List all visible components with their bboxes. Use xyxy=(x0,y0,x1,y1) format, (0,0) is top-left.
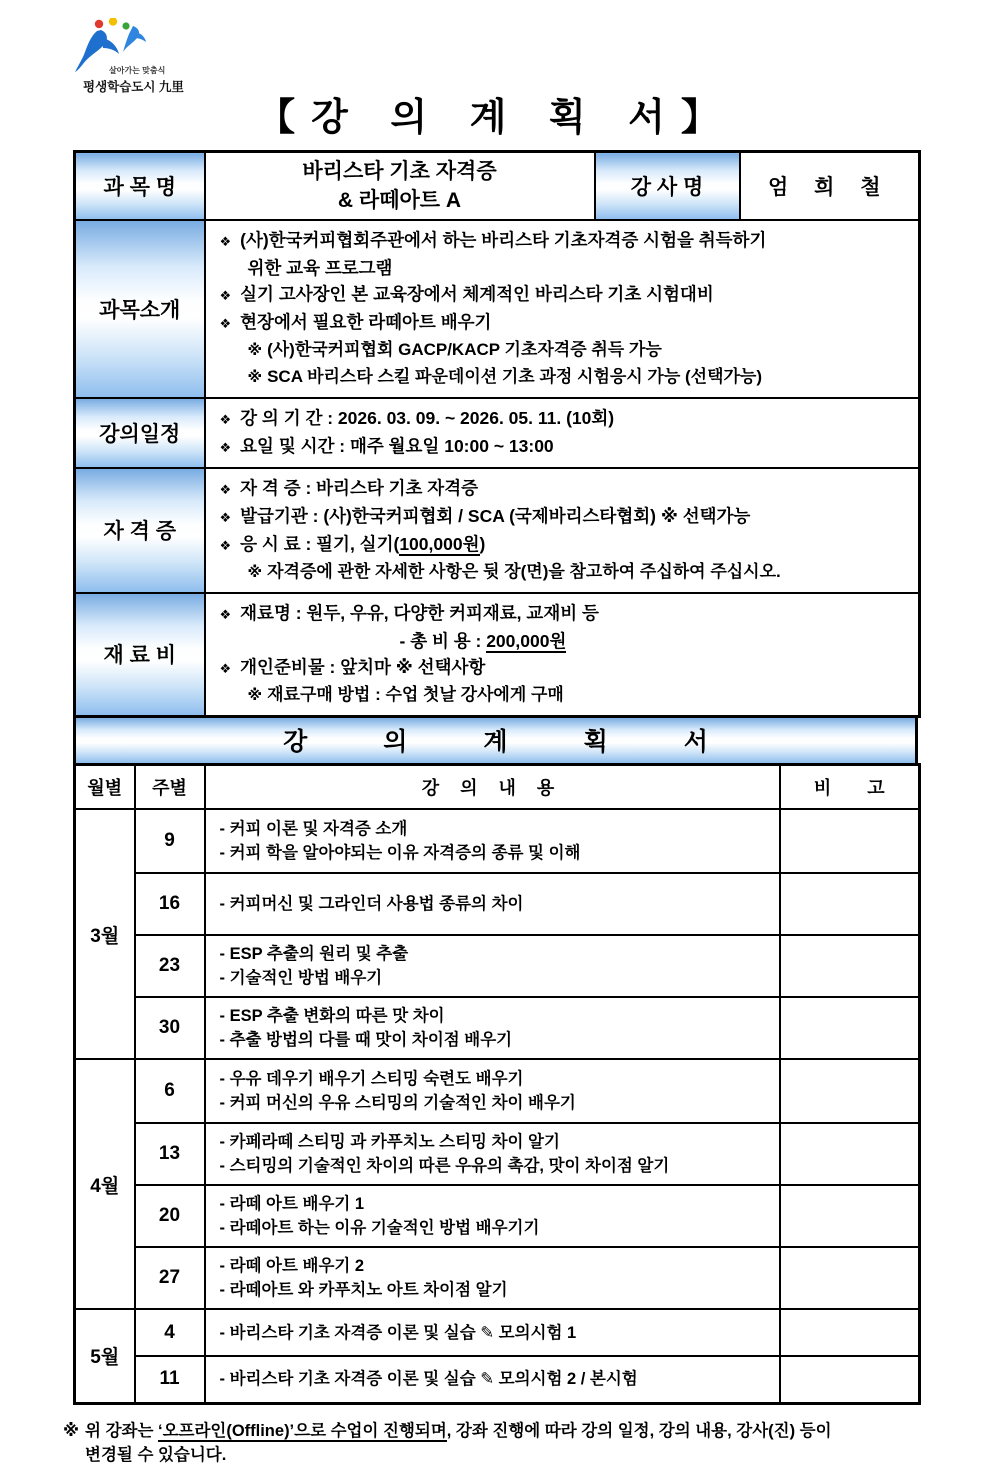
schedule-label: 강의일정 xyxy=(75,398,205,468)
subject-label: 과 목 명 xyxy=(75,152,205,220)
col-header-note: 비 고 xyxy=(780,764,920,809)
note-cell xyxy=(780,1059,920,1123)
note-cell xyxy=(780,1185,920,1247)
reference-mark-icon: ※ xyxy=(247,368,263,386)
note-cell xyxy=(780,935,920,997)
diamond-bullet-icon: ❖ xyxy=(219,481,232,497)
page-title: 【강 의 계 획 서】 xyxy=(257,97,735,139)
document-header xyxy=(73,0,919,150)
content-cell: - 라떼 아트 배우기 2 - 라떼아트 와 카푸치노 아트 차이점 알기 xyxy=(205,1247,780,1309)
note-cell xyxy=(780,997,920,1059)
col-header-month: 월별 xyxy=(75,764,135,809)
week-cell: 4 xyxy=(135,1309,205,1356)
intro-note: ※ SCA 바리스타 스킬 파운데이션 기초 과정 시험응시 가능 (선택가능) xyxy=(247,366,763,386)
note-cell xyxy=(780,873,920,935)
month-cell-april: 4월 xyxy=(75,1059,135,1309)
guri-city-logo xyxy=(75,18,215,95)
week-cell: 27 xyxy=(135,1247,205,1309)
footnote xyxy=(63,1419,919,1467)
week-cell: 30 xyxy=(135,997,205,1059)
schedule-item: ❖ 강 의 기 간 : 2026. 03. 09. ~ 2026. 05. 11. (10회) xyxy=(219,407,615,428)
materials-label: 재 료 비 xyxy=(75,593,205,717)
content-cell: - ESP 추출의 원리 및 추출 - 기술적인 방법 배우기 xyxy=(205,935,780,997)
content-cell: - 바리스타 기초 자격증 이론 및 실습 ✎ 모의시험 1 xyxy=(205,1309,780,1356)
instructor-label: 강 사 명 xyxy=(595,152,740,220)
intro-label: 과목소개 xyxy=(75,220,205,398)
logo-city-name: 평생학습도시 九里 xyxy=(83,80,184,94)
diamond-bullet-icon: ❖ xyxy=(219,606,232,622)
exam-fee-amount: 100,000원 xyxy=(399,533,480,554)
cert-item: ❖ 응 시 료 : 필기, 실기(100,000원) xyxy=(219,533,486,554)
note-cell xyxy=(780,1247,920,1309)
materials-item: ❖ 재료명 : 원두, 우유, 다양한 커피재료, 교재비 등 xyxy=(219,602,599,623)
course-info-table xyxy=(73,150,921,718)
note-cell xyxy=(780,1356,920,1403)
week-cell: 9 xyxy=(135,809,205,873)
intro-item: ❖ 현장에서 필요한 라떼아트 배우기 xyxy=(219,311,492,332)
week-cell: 20 xyxy=(135,1185,205,1247)
content-cell: - 라떼 아트 배우기 1 - 라떼아트 하는 이유 기술적인 방법 배우기기 xyxy=(205,1185,780,1247)
reference-mark-icon: ※ xyxy=(247,563,263,581)
note-cell xyxy=(780,809,920,873)
schedule-content xyxy=(205,398,920,468)
content-cell: - ESP 추출 변화의 따른 맛 차이 - 추출 방법의 다를 때 맛이 차이점 배우기 xyxy=(205,997,780,1059)
diamond-bullet-icon: ❖ xyxy=(219,315,232,331)
cert-item: ❖ 발급기관 : (사)한국커피협회 / SCA (국제바리스타협회) ※ 선택가능 xyxy=(219,505,751,526)
schedule-item: ❖ 요일 및 시간 : 매주 월요일 10:00 ~ 13:00 xyxy=(219,435,554,456)
plan-section-banner: 강 의 계 획 서 xyxy=(73,718,918,763)
cert-item: ❖ 자 격 증 : 바리스타 기초 자격증 xyxy=(219,477,479,498)
content-cell: - 커피머신 및 그라인더 사용법 종류의 차이 xyxy=(205,873,780,935)
logo-tagline: 살아가는 맞춤식 xyxy=(109,66,166,75)
lecture-plan-table xyxy=(73,763,921,1405)
col-header-week: 주별 xyxy=(135,764,205,809)
certificate-label: 자 격 증 xyxy=(75,468,205,593)
content-cell: - 카페라떼 스티밍 과 카푸치노 스티밍 차이 알기 - 스티밍의 기술적인 차이의 따른 우유의 촉감, 맛이 차이점 알기 xyxy=(205,1123,780,1185)
reference-mark-icon: ※ xyxy=(247,686,263,704)
intro-note: ※ (사)한국커피협회 GACP/KACP 기초자격증 취득 가능 xyxy=(247,339,662,359)
offline-underlined: ‘오프라인(Offline)’으로 수업이 진행되며 xyxy=(157,1421,447,1440)
materials-total-cost: - 총 비 용 : 200,000원 xyxy=(399,630,567,651)
week-cell: 11 xyxy=(135,1356,205,1403)
subject-line2: & 라떼아트 A xyxy=(337,188,462,212)
week-cell: 6 xyxy=(135,1059,205,1123)
note-cell xyxy=(780,1309,920,1356)
week-cell: 16 xyxy=(135,873,205,935)
diamond-bullet-icon: ❖ xyxy=(219,439,232,455)
month-cell-may: 5월 xyxy=(75,1309,135,1403)
week-cell: 23 xyxy=(135,935,205,997)
content-cell: - 바리스타 기초 자격증 이론 및 실습 ✎ 모의시험 2 / 본시험 xyxy=(205,1356,780,1403)
content-cell: - 우유 데우기 배우기 스티밍 숙련도 배우기 - 커피 머신의 우유 스티밍의 기술적인 차이 배우기 xyxy=(205,1059,780,1123)
intro-content xyxy=(205,220,920,398)
subject-line1: 바리스타 기초 자격증 xyxy=(302,159,497,183)
diamond-bullet-icon: ❖ xyxy=(219,509,232,525)
materials-content xyxy=(205,593,920,717)
total-cost-amount: 200,000원 xyxy=(486,630,567,651)
materials-item: ❖ 개인준비물 : 앞치마 ※ 선택사항 xyxy=(219,656,486,677)
materials-note: ※ 재료구매 방법 : 수업 첫날 강사에게 구매 xyxy=(247,684,564,704)
month-cell-march: 3월 xyxy=(75,809,135,1059)
diamond-bullet-icon: ❖ xyxy=(219,287,232,303)
subject-value xyxy=(205,152,595,220)
instructor-name: 엄 희 철 xyxy=(740,152,920,220)
intro-item-cont: 위한 교육 프로그램 xyxy=(247,257,393,278)
col-header-content: 강 의 내 용 xyxy=(205,764,780,809)
diamond-bullet-icon: ❖ xyxy=(219,660,232,676)
diamond-bullet-icon: ❖ xyxy=(219,233,232,249)
running-figures-icon xyxy=(75,18,171,72)
content-cell: - 커피 이론 및 자격증 소개 - 커피 학을 알아야되는 이유 자격증의 종류 및 이해 xyxy=(205,809,780,873)
note-cell xyxy=(780,1123,920,1185)
diamond-bullet-icon: ❖ xyxy=(219,537,232,553)
certificate-content xyxy=(205,468,920,593)
cert-note: ※ 자격증에 관한 자세한 사항은 뒷 장(면)을 참고하여 주십하여 주십시오. xyxy=(247,561,781,581)
diamond-bullet-icon: ❖ xyxy=(219,411,232,427)
footnote-text: 위 강좌는 ‘오프라인(Offline)’으로 수업이 진행되며, 강좌 진행에 따라 강의 일정, 강의 내용, 강사(진) 등이 변경될 수 있습니다. xyxy=(85,1421,832,1464)
intro-item: ❖ 실기 고사장인 본 교육장에서 체계적인 바리스타 기초 시험대비 xyxy=(219,283,714,304)
intro-item: ❖ (사)한국커피협회주관에서 하는 바리스타 기초자격증 시험을 취득하기 xyxy=(219,229,767,250)
week-cell: 13 xyxy=(135,1123,205,1185)
reference-mark-icon: ※ xyxy=(247,341,263,359)
reference-mark-icon: ※ xyxy=(63,1421,80,1440)
